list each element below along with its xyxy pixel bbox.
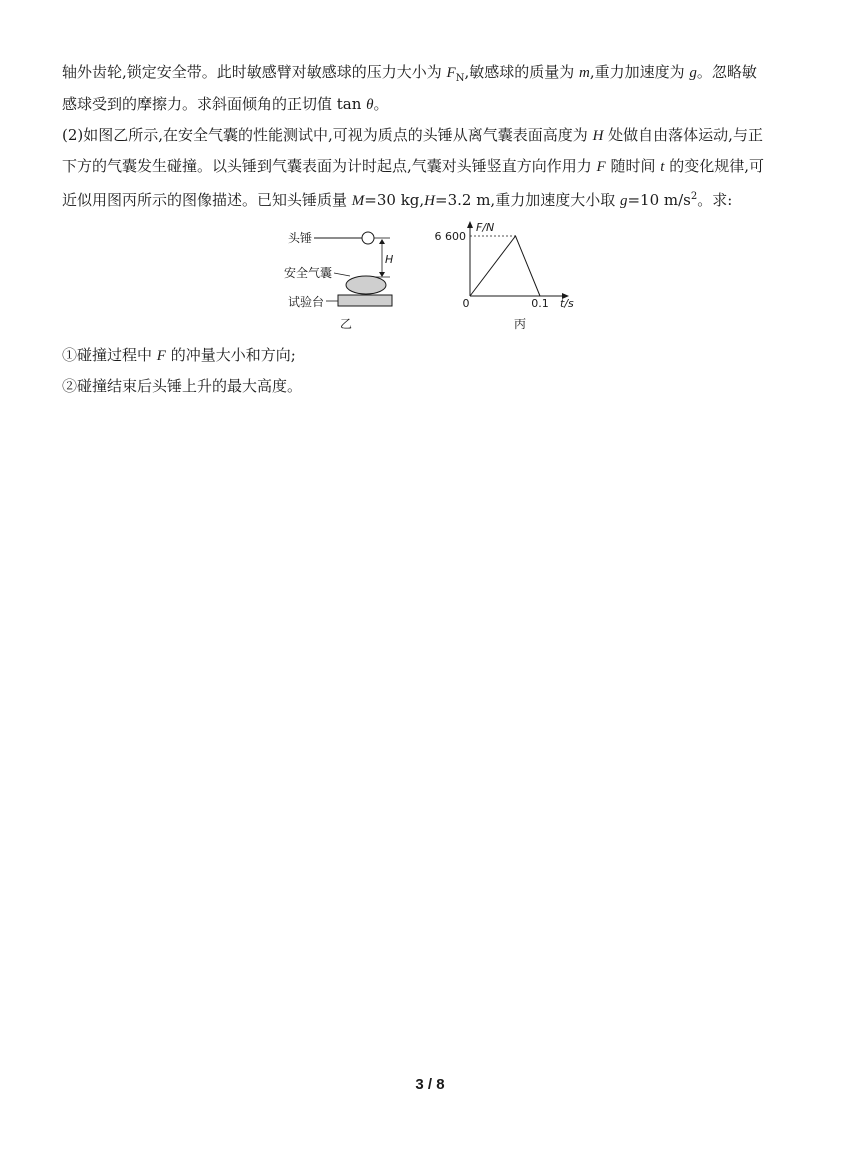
text-line-4: 下方的气囊发生碰撞。以头锤到气囊表面为计时起点,气囊对头锤竖直方向作用力 F 随时间 t 的变化规律,可 bbox=[62, 157, 764, 175]
test-table bbox=[338, 295, 392, 306]
text-line-3: (2)如图乙所示,在安全气囊的性能测试中,可视为质点的头锤从离气囊表面高度为 H 处做自由落体运动,与正 bbox=[62, 126, 763, 144]
force-curve bbox=[470, 236, 540, 296]
figure-yi bbox=[284, 230, 393, 331]
y-axis-arrow bbox=[467, 221, 473, 228]
hammer-ball bbox=[362, 232, 374, 244]
page-number: 3 / 8 bbox=[415, 1076, 445, 1093]
text-line-5: 近似用图丙所示的图像描述。已知头锤质量 M=30 kg,H=3.2 m,重力加速度大小取 g=10 $m/s^2$。求: bbox=[62, 191, 733, 209]
question-1: ①碰撞过程中 F 的冲量大小和方向; bbox=[62, 346, 296, 364]
y-axis-label: F/N bbox=[476, 221, 495, 234]
caption-bing: 丙 bbox=[514, 317, 527, 331]
label-height: H bbox=[385, 253, 394, 266]
caption-yi: 乙 bbox=[340, 317, 353, 331]
text-line-1: 轴外齿轮,锁定安全带。此时敏感臂对敏感球的压力大小为 $F_N$,敏感球的质量为 m,重力加速度为 g。忽略敏 bbox=[62, 63, 757, 84]
arrow-head-down bbox=[379, 272, 385, 277]
label-airbag: 安全气囊 bbox=[284, 266, 333, 280]
y-tick-label: 6 600 bbox=[434, 230, 466, 243]
arrow-head-up bbox=[379, 239, 385, 244]
label-table: 试验台 bbox=[288, 295, 325, 309]
label-hammer: 头锤 bbox=[288, 231, 313, 245]
x-tick-label: 0.1 bbox=[531, 297, 549, 310]
airbag-pointer bbox=[334, 273, 350, 276]
question-2: ②碰撞结束后头锤上升的最大高度。 bbox=[62, 377, 303, 395]
x-axis-label: t/s bbox=[560, 297, 574, 310]
airbag bbox=[346, 276, 386, 294]
figure-bing bbox=[435, 221, 575, 331]
text-line-2: 感球受到的摩擦力。求斜面倾角的正切值 tan θ。 bbox=[62, 95, 389, 113]
figure-yi-bing bbox=[282, 220, 582, 336]
origin-label: 0 bbox=[462, 297, 470, 310]
